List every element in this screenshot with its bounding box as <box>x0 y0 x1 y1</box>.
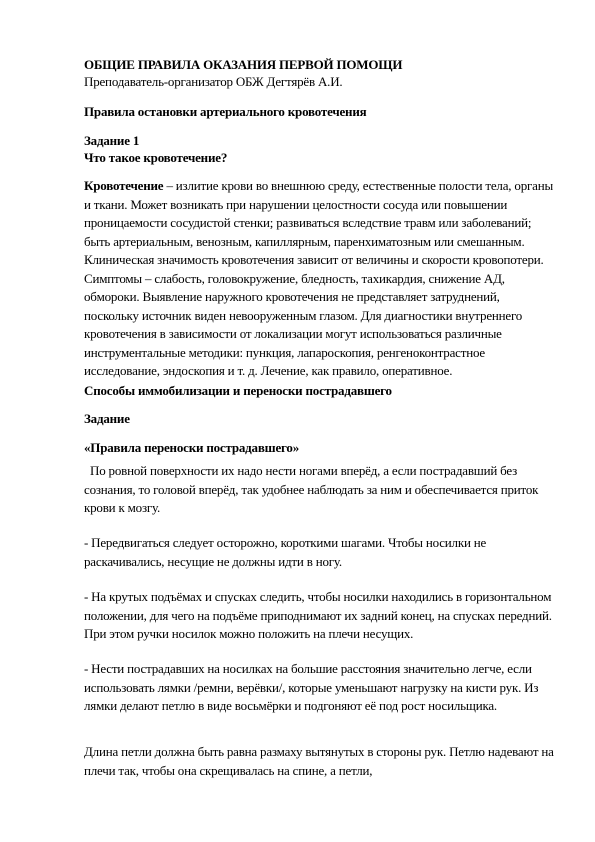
carry-paragraph-5: Длина петли должна быть равна размаху вытянутых в стороны рук. Петлю надевают на плечи так, чтобы она скрещивалась на спине, а петли, <box>84 744 554 778</box>
task1-question: Что такое кровотечение? <box>84 150 228 165</box>
carry-paragraph-1: По ровной поверхности их надо нести ногами вперёд, а если пострадавший без сознания, то головой вперёд, так удобнее наблюдать за ним и обеспечивается приток крови к мозгу. <box>84 463 539 515</box>
definition-term: Кровотечение <box>84 178 164 193</box>
definition-body: – излитие крови во внешнюю среду, естественные полости тела, органы и ткани. Может возникать при нарушении целостности сосуда или повышении проницаемости сосудистой стенки; развиваться вследствие травм или заболеваний; быть артериальным, венозным, капиллярным, паренхиматозным или смешанным. Клиническая значимость кровотечения зависит от величины и скорости кровопотери. Симптомы – слабость, головокружение, бледность, тахикардия, снижение АД, обмороки. Выявление наружного кровотечения не представляет затруднений, поскольку источник виден невооруженным глазом. Для диагностики внутреннего кровотечения в зависимости от локализации могут использоваться различные инструментальные методики: пункция, лапароскопия, ренгеноконтрастное исследование, эндоскопия и т. д. Лечение, как правило, оперативное. <box>84 178 553 378</box>
author-line: Преподаватель-организатор ОБЖ Дегтярёв А.И. <box>84 74 343 89</box>
section-heading-immobilization: Способы иммобилизации и переноски пострадавшего <box>84 383 392 398</box>
task2-label: Задание <box>84 411 130 426</box>
carry-paragraph-3: - На крутых подъёмах и спусках следить, чтобы носилки находились в горизонтальном положении, для чего на подъёме приподнимают их задний конец, на спусках передний. При этом ручки носилок можно положить на плечи несущих. <box>84 589 552 641</box>
section-heading-bleeding: Правила остановки артериального кровотечения <box>84 104 367 119</box>
document-title: ОБЩИЕ ПРАВИЛА ОКАЗАНИЯ ПЕРВОЙ ПОМОЩИ <box>84 57 403 72</box>
task1-label: Задание 1 <box>84 133 140 148</box>
definition-paragraph <box>84 177 554 381</box>
task2-title: «Правила переноски пострадавшего» <box>84 440 300 455</box>
carry-paragraph-4: - Нести пострадавших на носилках на большие расстояния значительно легче, если использовать лямки /ремни, верёвки/, которые уменьшают нагрузку на кисти рук. Из лямки делают петлю в виде восьмёрки и подгоняют её под рост носильщика. <box>84 661 539 713</box>
carry-paragraph-2: - Передвигаться следует осторожно, короткими шагами. Чтобы носилки не раскачивались, несущие не должны идти в ногу. <box>84 535 487 569</box>
